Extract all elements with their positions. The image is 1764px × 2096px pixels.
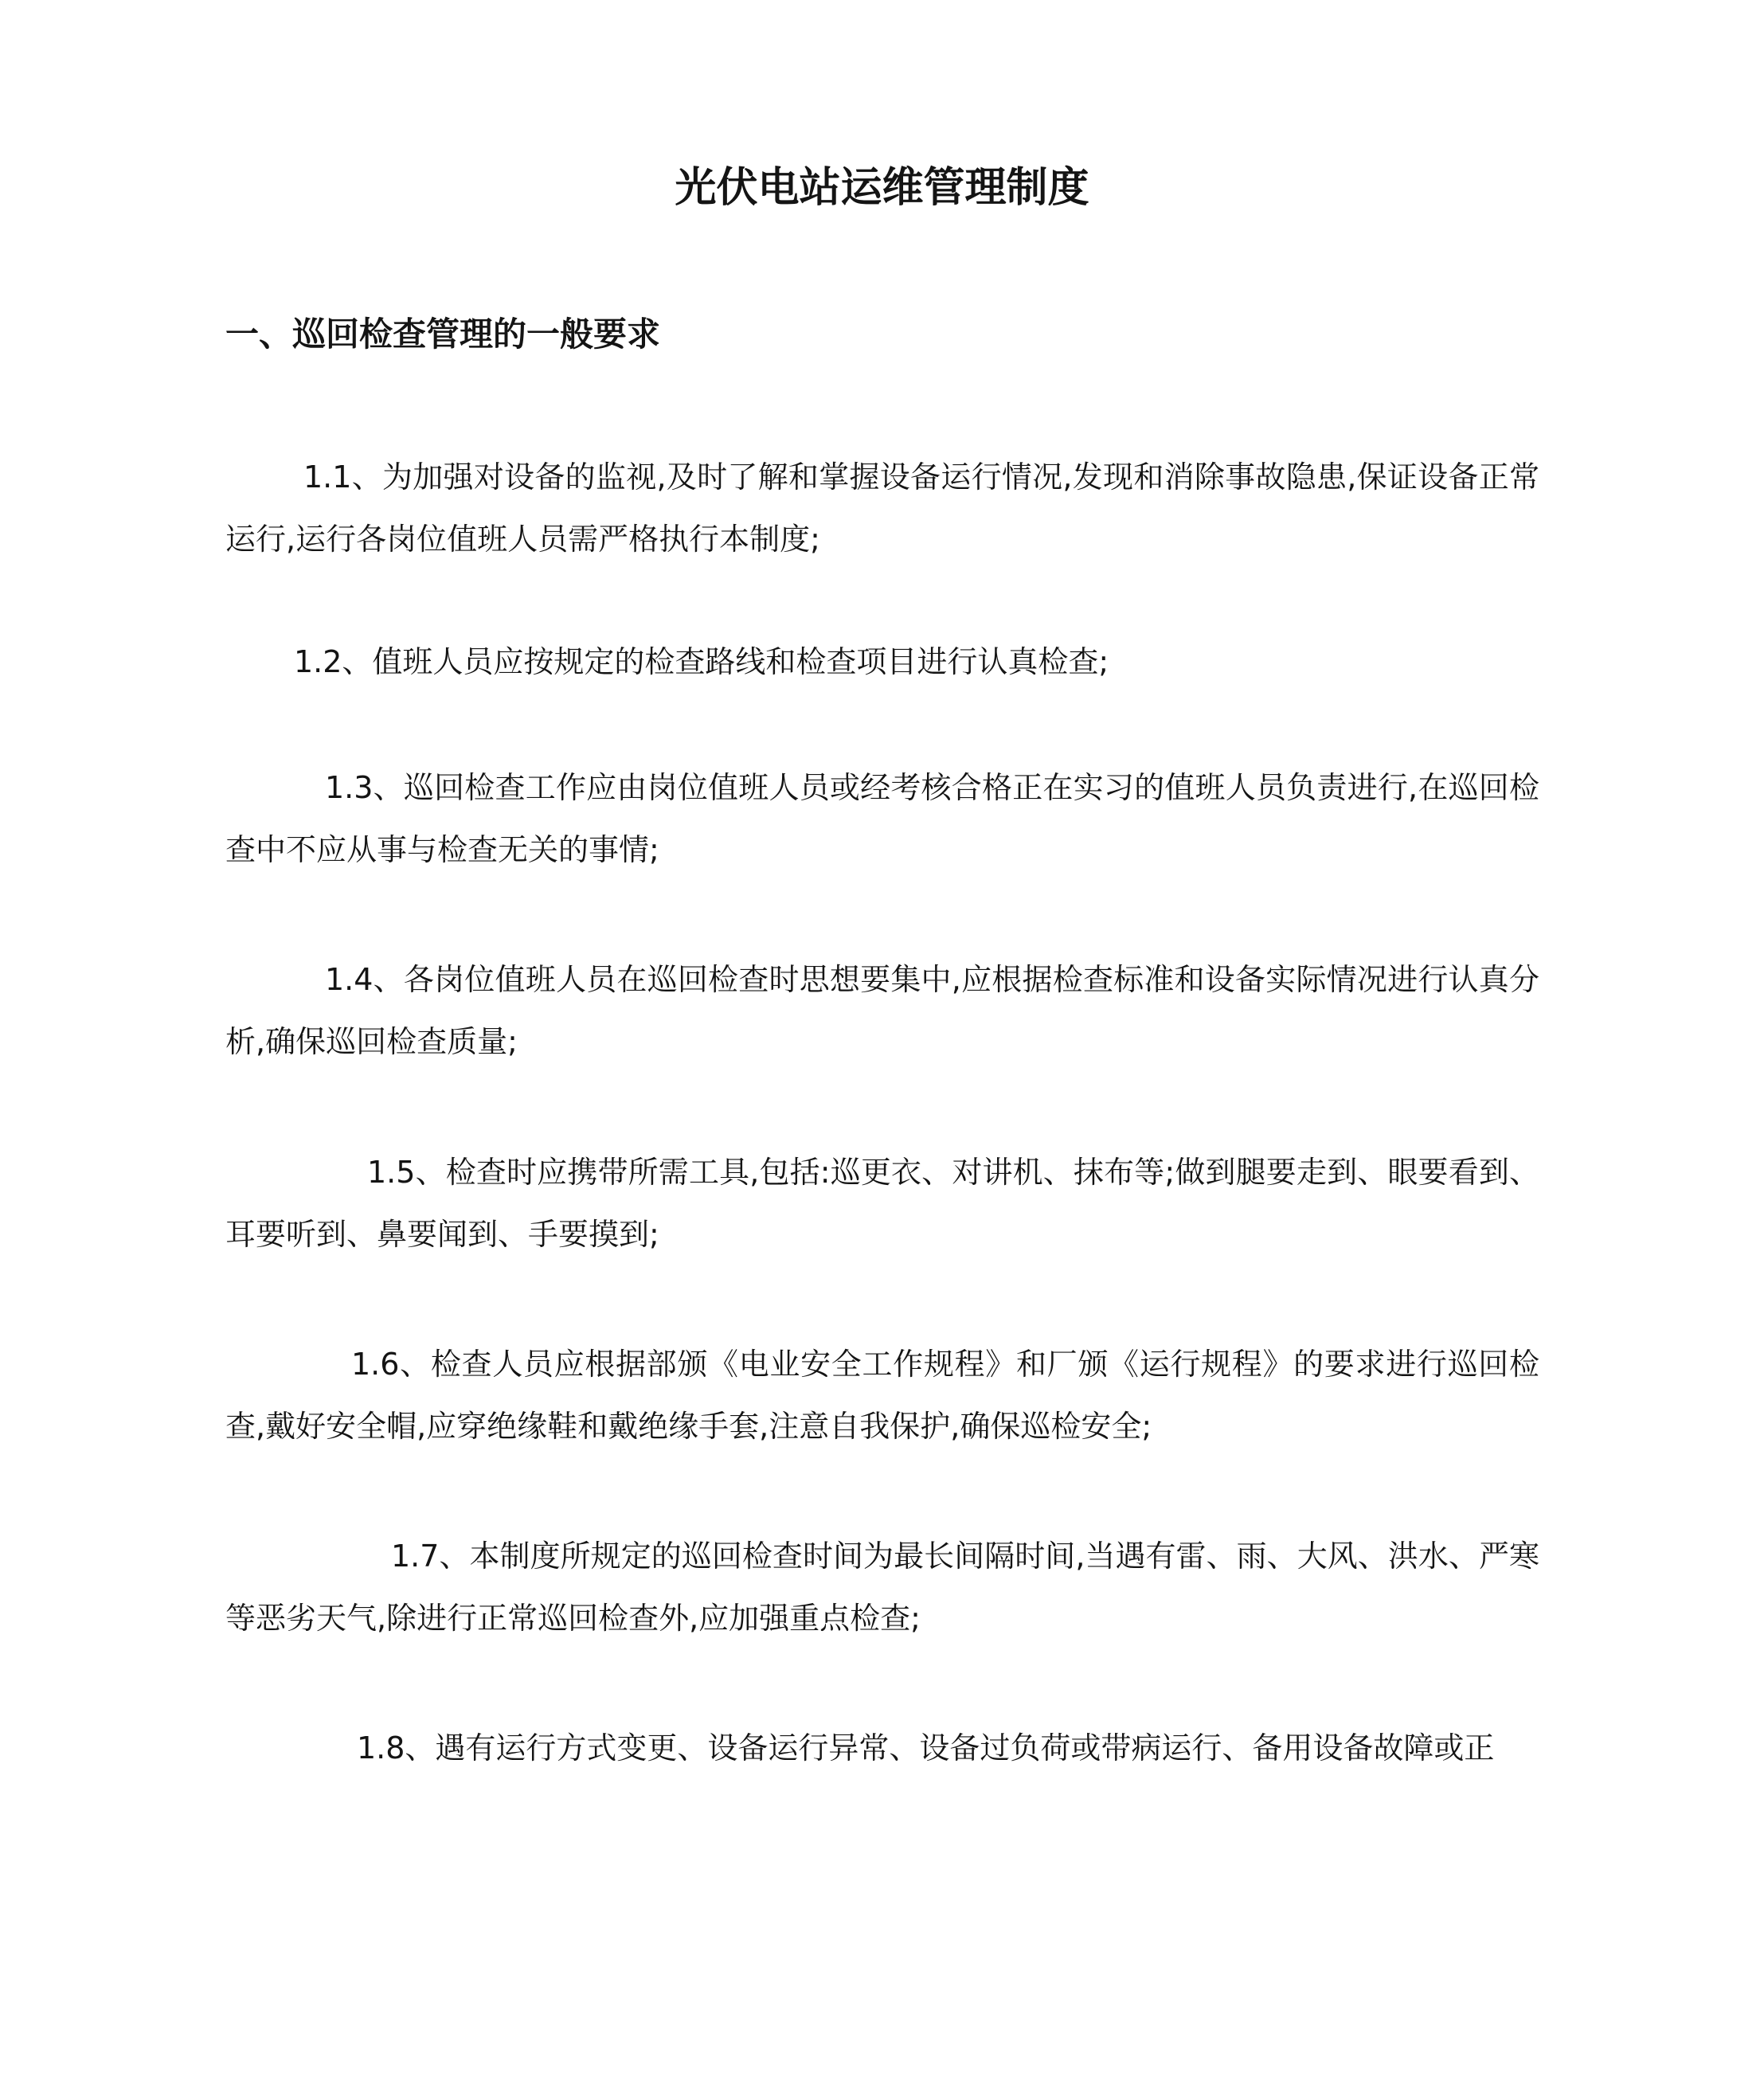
paragraph-1-7: 1.7、本制度所规定的巡回检查时间为最长间隔时间,当遇有雷、雨、大风、洪水、严寒等恶劣天气,除进行正常巡回检查外,应加强重点检查;	[225, 1539, 1539, 1636]
paragraph-1-5: 1.5、检查时应携带所需工具,包括:巡更衣、对讲机、抹布等;做到腿要走到、眼要看到、耳要听到、鼻要闻到、手要摸到;	[225, 1155, 1539, 1252]
paragraph-1-6: 1.6、检查人员应根据部颁《电业安全工作规程》和厂颁《运行规程》的要求进行巡回检查,戴好安全帽,应穿绝缘鞋和戴绝缘手套,注意自我保护,确保巡检安全;	[225, 1347, 1539, 1444]
paragraph-1-2: 1.2、值班人员应按规定的检查路线和检查项目进行认真检查;	[294, 644, 1109, 679]
paragraph-1-1: 1.1、为加强对设备的监视,及时了解和掌握设备运行情况,发现和消除事故隐患,保证设备正常运行,运行各岗位值班人员需严格执行本制度;	[225, 459, 1539, 557]
paragraph-1-4: 1.4、各岗位值班人员在巡回检查时思想要集中,应根据检查标准和设备实际情况进行认真分析,确保巡回检查质量;	[225, 962, 1539, 1059]
section-heading: 一、巡回检查管理的一般要求	[225, 315, 661, 354]
paragraph-1-3: 1.3、巡回检查工作应由岗位值班人员或经考核合格正在实习的值班人员负责进行,在巡回检查中不应从事与检查无关的事情;	[225, 770, 1539, 867]
document-title: 光伏电站运维管理制度	[675, 164, 1089, 212]
paragraph-1-8: 1.8、遇有运行方式变更、设备运行异常、设备过负荷或带病运行、备用设备故障或正	[357, 1730, 1495, 1766]
